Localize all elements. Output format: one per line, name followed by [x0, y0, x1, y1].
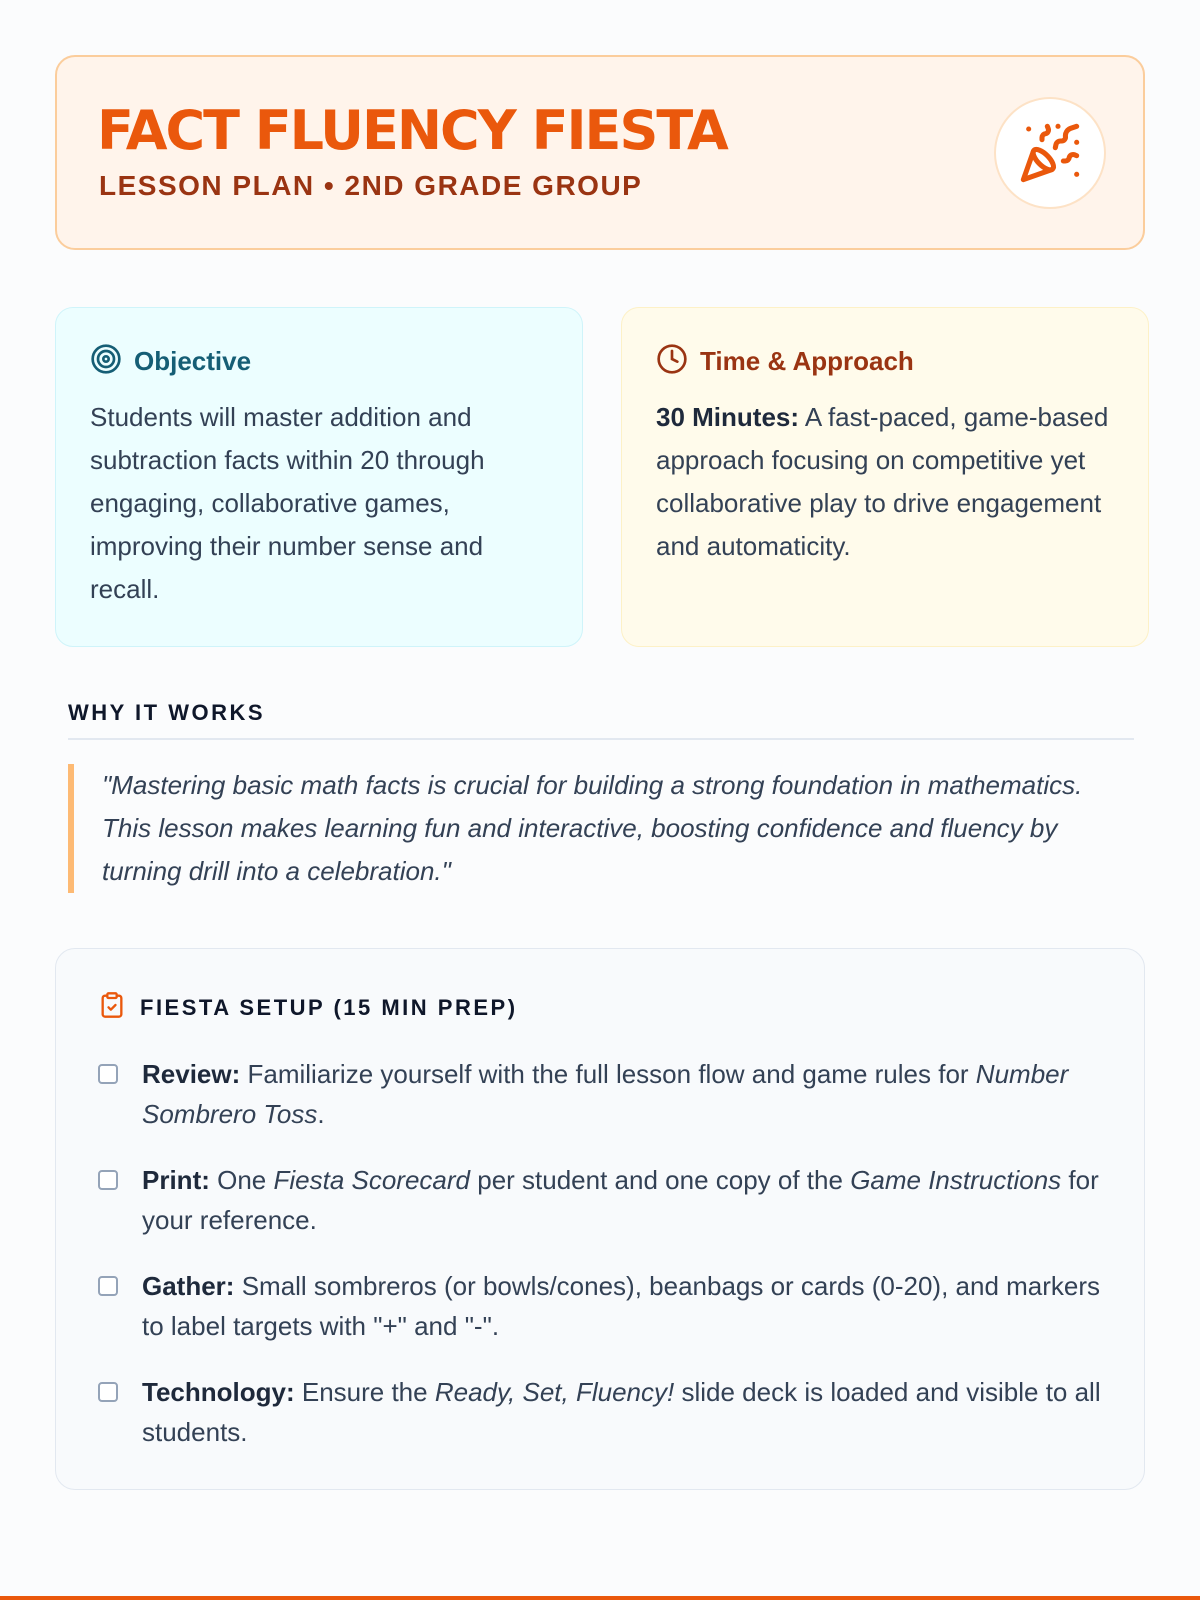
checklist-item-text [142, 1160, 1108, 1240]
gather-checkbox[interactable] [98, 1276, 118, 1296]
duration-label: 30 Minutes: [656, 402, 800, 432]
item-text: . [317, 1099, 325, 1129]
item-label: Technology: [142, 1377, 295, 1407]
clock-icon [656, 343, 688, 380]
objective-text: Students will master addition and subtraction facts within 20 through engaging, collaborative games, improving their number sense and recall. [90, 402, 485, 604]
setup-checklist [98, 1054, 1108, 1478]
checklist-item-gather [98, 1266, 1108, 1346]
technology-checkbox[interactable] [98, 1382, 118, 1402]
checklist-item-text [142, 1372, 1108, 1452]
footer-accent-bar [0, 1596, 1200, 1600]
target-icon [90, 343, 122, 380]
item-emphasis: Fiesta Scorecard [273, 1165, 471, 1195]
checklist-item-technology [98, 1372, 1108, 1452]
why-it-works-heading: WHY IT WORKS [68, 700, 1134, 740]
rationale-quote: "Mastering basic math facts is crucial for building a strong foundation in mathematics. This lesson makes learning fun and interactive, boosting confidence and fluency by turning drill into a celebration." [68, 764, 1112, 893]
setup-panel [55, 948, 1145, 1490]
item-emphasis: Number Sombrero Toss [142, 1059, 1069, 1129]
objective-title: Objective [134, 345, 252, 376]
item-label: Print: [142, 1165, 210, 1195]
checklist-item-text [142, 1054, 1108, 1134]
setup-title: FIESTA SETUP (15 MIN PREP) [140, 994, 518, 1020]
item-text: slide deck is loaded and visible to all students. [142, 1377, 1101, 1447]
checklist-item-print [98, 1160, 1108, 1240]
checklist-item-review [98, 1054, 1108, 1134]
item-emphasis: Ready, Set, Fluency! [434, 1377, 675, 1407]
item-text: Familiarize yourself with the full lesson flow and game rules for [240, 1059, 976, 1089]
review-checkbox[interactable] [98, 1064, 118, 1084]
print-checkbox[interactable] [98, 1170, 118, 1190]
item-text: One [209, 1165, 274, 1195]
party-popper-icon [994, 97, 1106, 209]
time-approach-card [621, 307, 1149, 647]
clipboard-check-icon [98, 989, 126, 1026]
item-emphasis: Game Instructions [850, 1165, 1062, 1195]
time-approach-text [656, 396, 1114, 568]
item-text: Ensure the [294, 1377, 435, 1407]
item-label: Gather: [142, 1271, 235, 1301]
lesson-title: FACT FLUENCY FIESTA [97, 99, 727, 162]
time-approach-title: Time & Approach [700, 345, 914, 376]
item-label: Review: [142, 1059, 241, 1089]
lesson-subtitle: LESSON PLAN • 2ND GRADE GROUP [99, 170, 643, 201]
approach-description: A fast-paced, game-based approach focusing on competitive yet collaborative play to drive engagement and automaticity. [656, 402, 1109, 561]
item-text: Small sombreros (or bowls/cones), beanbags or cards (0-20), and markers to label targets with "+" and "-". [142, 1271, 1101, 1341]
lesson-header [55, 55, 1145, 250]
item-text: for your reference. [142, 1165, 1099, 1235]
item-text: per student and one copy of the [470, 1165, 851, 1195]
checklist-item-text [142, 1266, 1108, 1346]
objective-card [55, 307, 583, 647]
